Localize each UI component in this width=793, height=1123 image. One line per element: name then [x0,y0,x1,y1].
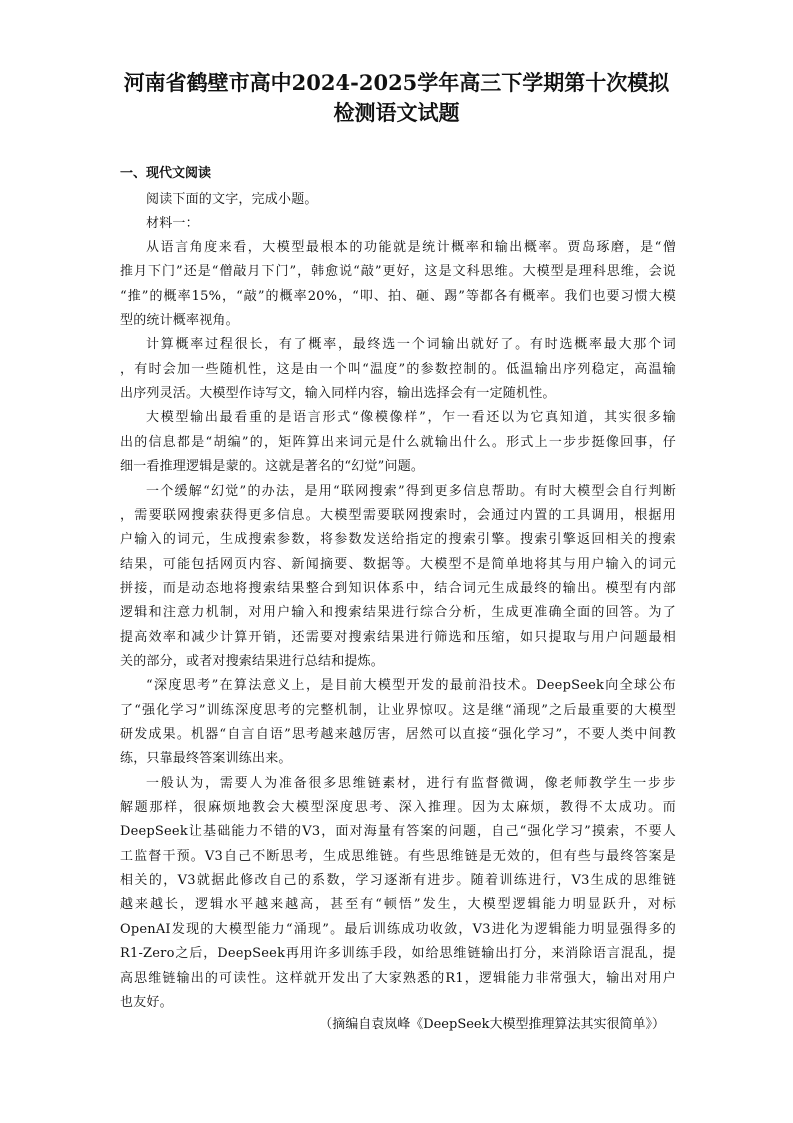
passage-line: R1-Zero之后，DeepSeek再用许多训练手段，如给思维链输出打分，来消除语言混乱，提 [120,946,676,961]
section-heading: 一、现代文阅读 [120,166,212,181]
passage-line: ，需要联网搜索获得更多信息。大模型需要联网搜索时，会通过内置的工具调用，根据用 [120,508,676,523]
document-title-line-1: 河南省鹤壁市高中2024-2025学年高三下学期第十次模拟 [123,70,670,95]
source-citation: （摘编自袁岚峰《DeepSeek大模型推理算法其实很简单》） [319,1017,665,1032]
passage-line: 关的部分，或者对搜索结果进行总结和提炼。 [120,654,385,669]
passage-line: “推”的概率15%，“敲”的概率20%，“叩、拍、砸、踢”等都各有概率。我们也要习惯大模 [120,289,676,304]
passage-line: 工监督干预。V3自己不断思考，生成思维链。有些思维链是无效的，但有些与最终答案是 [120,849,676,864]
passage-line: 推月下门”还是“僧敲月下门”，韩愈说“敲”更好，这是文科思维。大模型是理科思维，会说 [120,264,676,279]
passage-line: 一个缓解“幻觉”的办法，是用“联网搜索”得到更多信息帮助。有时大模型会自行判断 [146,484,676,499]
passage-line: 了“强化学习”训练深度思考的完整机制，让业界惊叹。这是继“涌现”之后最重要的大模型 [120,703,676,718]
passage-line: 练，只靠最终答案训练出来。 [120,751,292,766]
passage-line: 结果，可能包括网页内容、新闻摘要、数据等。大模型不是简单地将其与用户输入的词元 [120,557,676,572]
passage-line: 户输入的词元，生成搜索参数，将参数发送给指定的搜索引擎。搜索引擎返回相关的搜索 [120,532,676,547]
passage-line: 大模型输出最看重的是语言形式“像模像样”，乍一看还以为它真知道，其实很多输 [146,410,676,425]
passage-line: 逻辑和注意力机制，对用户输入和搜索结果进行综合分析，生成更准确全面的回答。为了 [120,605,676,620]
document-title-line-2: 检测语文试题 [333,100,460,125]
passage-line: “深度思考”在算法意义上，是目前大模型开发的最前沿技术。DeepSeek向全球公布 [146,678,676,693]
passage-line: 相关的，V3就据此修改自己的系数，学习逐渐有进步。随着训练进行，V3生成的思维链 [120,873,676,888]
passage-line: 拼接，而是动态地将搜索结果整合到知识体系中，结合词元生成最终的输出。模型有内部 [120,581,676,596]
passage-line: 出的信息都是“胡编”的，矩阵算出来词元是什么就输出什么。形式上一步步挺像回事，仔 [120,435,676,450]
passage-line: OpenAI发现的大模型能力“涌现”。最后训练成功收敛，V3进化为逻辑能力明显强得多的 [120,922,676,937]
passage-line: 解题那样，很麻烦地教会大模型深度思考、深入推理。因为太麻烦，教得不太成功。而 [120,800,676,815]
passage-line: 也友好。 [120,995,173,1010]
passage-line: 从语言角度来看，大模型最根本的功能就是统计概率和输出概率。贾岛琢磨，是“僧 [146,240,676,255]
passage-line: DeepSeek让基础能力不错的V3，面对海量有答案的问题，自己“强化学习”摸索，不要人 [120,824,676,839]
passage-line: 型的统计概率视角。 [120,313,239,328]
passage-line: 计算概率过程很长，有了概率，最终选一个词输出就好了。有时选概率最大那个词 [146,337,676,352]
passage-line: 提高效率和减少计算开销，还需要对搜索结果进行筛选和压缩，如只提取与用户问题最相 [120,630,676,645]
instruction-text: 阅读下面的文字，完成小题。 [146,192,318,207]
passage-line: 越来越长，逻辑水平越来越高，甚至有“顿悟”发生，大模型逻辑能力明显跃升，对标 [120,897,676,912]
passage-line: 出序列灵活。大模型作诗写文，输入同样内容，输出选择会有一定随机性。 [120,386,556,401]
passage-line: 研发成果。机器“自言自语”思考越来越厉害，居然可以直接“强化学习”，不要人类中间教 [120,727,676,742]
passage-line: ，有时会加一些随机性，这是由一个叫“温度”的参数控制的。低温输出序列稳定，高温输 [120,362,676,377]
passage-line: 一般认为，需要人为准备很多思维链素材，进行有监督微调，像老师教学生一步步 [146,776,676,791]
passage-line: 高思维链输出的可读性。这样就开发出了大家熟悉的R1，逻辑能力非常强大，输出对用户 [120,971,676,986]
material-label: 材料一： [146,216,199,231]
passage-line: 细一看推理逻辑是蒙的。这就是著名的“幻觉”问题。 [120,459,425,474]
